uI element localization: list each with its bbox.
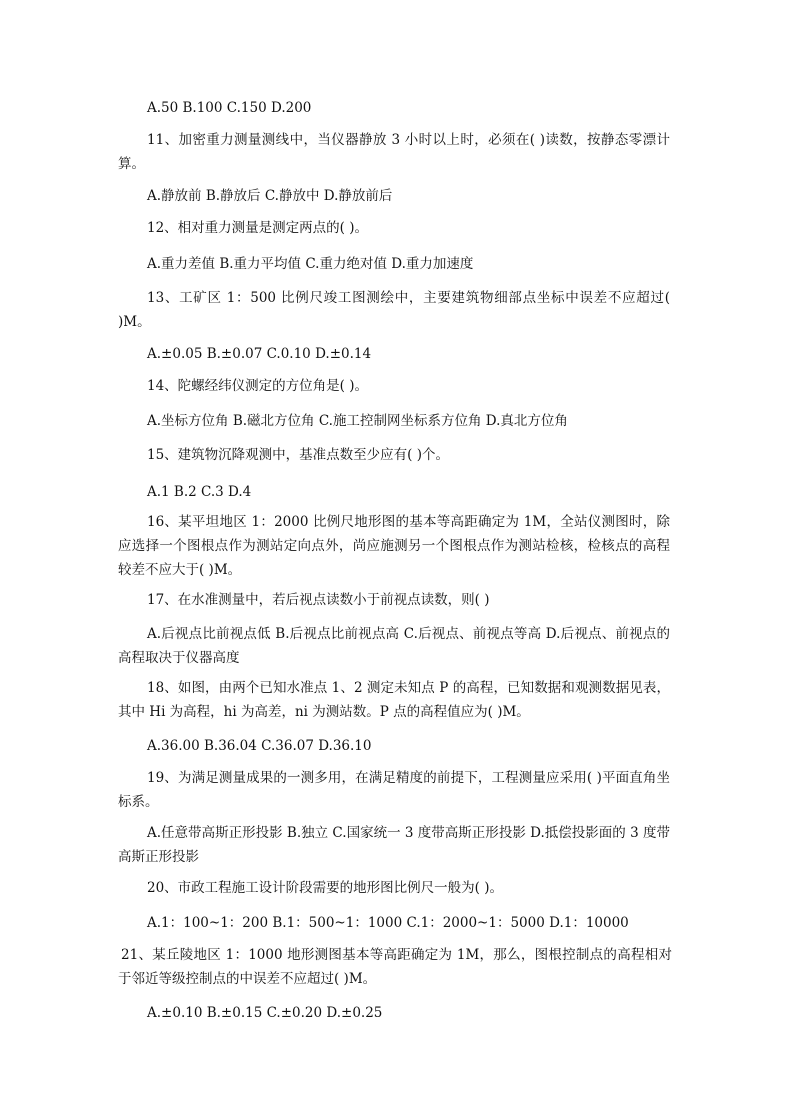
question-18: 18、如图，由两个已知水准点 1、2 测定未知点 P 的高程，已知数据和观测数据见表，其中 Hi 为高程，hi 为高差，ni 为测站数。P 点的高程值应为( )M。 [118,680,670,720]
question-14: 14、陀螺经纬仪测定的方位角是( )。 [147,378,369,394]
question-12: 12、相对重力测量是测定两点的( )。 [147,220,369,236]
options-19: A.任意带高斯正形投影 B.独立 C.国家统一 3 度带高斯正形投影 D.抵偿投影面的 3 度带高斯正形投影 [118,825,670,865]
options-15: A.1 B.2 C.3 D.4 [147,484,252,500]
options-14: A.坐标方位角 B.磁北方位角 C.施工控制网坐标系方位角 D.真北方位角 [147,413,568,429]
question-15: 15、建筑物沉降观测中，基准点数至少应有( )个。 [147,447,450,463]
options-20: A.1：100~1：200 B.1：500~1：1000 C.1：2000~1：5000 D.1：10000 [147,915,629,931]
question-19: 19、为满足测量成果的一测多用，在满足精度的前提下，工程测量应采用( )平面直角坐标系。 [118,770,670,810]
question-13: 13、工矿区 1：500 比例尺竣工图测绘中，主要建筑物细部点坐标中误差不应超过( )M。 [118,290,670,330]
options-17: A.后视点比前视点低 B.后视点比前视点高 C.后视点、前视点等高 D.后视点、前视点的高程取决于仪器高度 [118,626,670,666]
options-12: A.重力差值 B.重力平均值 C.重力绝对值 D.重力加速度 [147,256,474,272]
question-21: 21、某丘陵地区 1：1000 地形测图基本等高距确定为 1M，那么，图根控制点的高程相对于邻近等级控制点的中误差不应超过( )M。 [118,947,672,987]
options-13: A.±0.05 B.±0.07 C.0.10 D.±0.14 [147,346,372,362]
options-21: A.±0.10 B.±0.15 C.±0.20 D.±0.25 [147,1005,383,1021]
question-17: 17、在水准测量中，若后视点读数小于前视点读数，则( ) [147,592,490,608]
question-20: 20、市政工程施工设计阶段需要的地形图比例尺一般为( )。 [147,880,504,896]
options-10: A.50 B.100 C.150 D.200 [147,100,312,116]
options-18: A.36.00 B.36.04 C.36.07 D.36.10 [147,738,372,754]
question-11: 11、加密重力测量测线中，当仪器静放 3 小时以上时，必须在( )读数，按静态零漂计算。 [118,132,670,172]
question-16: 16、某平坦地区 1：2000 比例尺地形图的基本等高距确定为 1M，全站仪测图时，除应选择一个图根点作为测站定向点外，尚应施测另一个图根点作为测站检核，检核点的高程较差不应大于( )M。 [118,514,670,578]
options-11: A.静放前 B.静放后 C.静放中 D.静放前后 [147,188,393,204]
